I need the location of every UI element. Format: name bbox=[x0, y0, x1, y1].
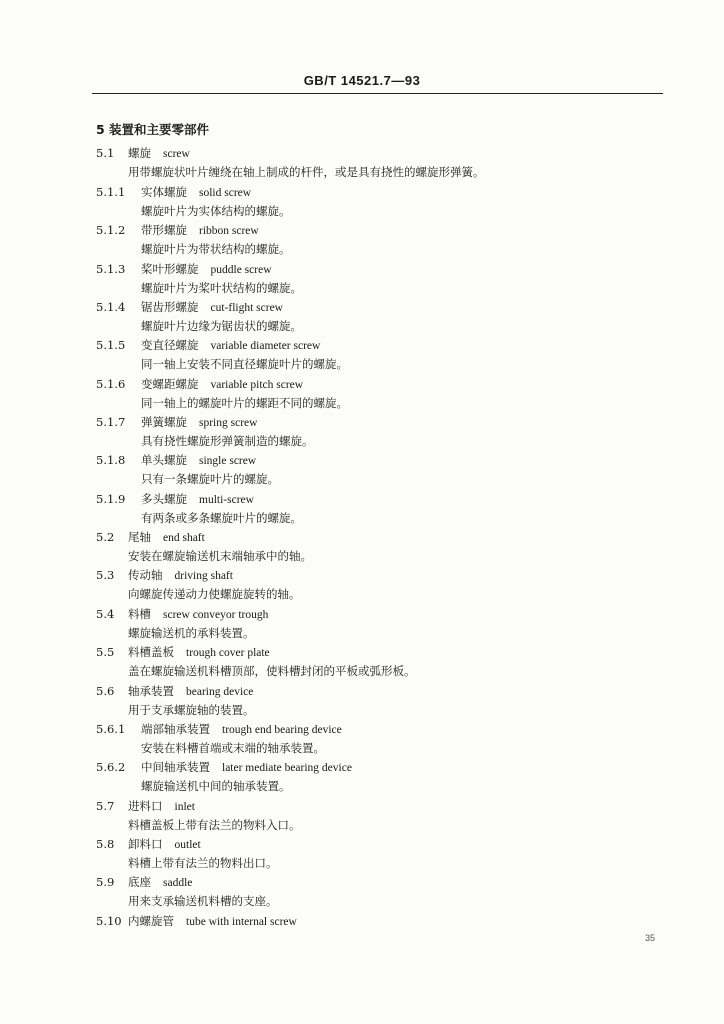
term-entry bbox=[141, 223, 259, 239]
header-rule bbox=[92, 93, 663, 94]
term-chinese: 端部轴承装置 bbox=[141, 722, 210, 736]
term-number: 5.2 bbox=[96, 530, 115, 544]
term-definition: 螺旋叶片边缘为锯齿状的螺旋。 bbox=[141, 319, 302, 333]
term-english: trough end bearing device bbox=[222, 724, 342, 736]
term-definition: 向螺旋传递动力使螺旋旋转的轴。 bbox=[128, 587, 301, 601]
term-number: 5.8 bbox=[96, 837, 115, 851]
term-number: 5.3 bbox=[96, 568, 115, 582]
term-english: multi-screw bbox=[199, 494, 254, 506]
term-number: 5.1.5 bbox=[96, 338, 126, 352]
term-chinese: 变螺距螺旋 bbox=[141, 377, 199, 391]
term-entry bbox=[141, 760, 352, 776]
term-english: later mediate bearing device bbox=[222, 762, 352, 774]
term-entry bbox=[141, 262, 272, 278]
term-entry bbox=[128, 645, 270, 661]
term-chinese: 带形螺旋 bbox=[141, 223, 187, 237]
term-entry bbox=[128, 799, 195, 815]
term-entry bbox=[128, 837, 201, 853]
term-definition: 螺旋输送机中间的轴承装置。 bbox=[141, 779, 291, 793]
term-definition: 料槽上带有法兰的物料出口。 bbox=[128, 856, 278, 870]
term-english: spring screw bbox=[199, 417, 258, 429]
term-definition: 料槽盖板上带有法兰的物料入口。 bbox=[128, 818, 301, 832]
term-number: 5.9 bbox=[96, 875, 115, 889]
term-definition: 有两条或多条螺旋叶片的螺旋。 bbox=[141, 511, 302, 525]
term-entry bbox=[141, 453, 256, 469]
term-chinese: 尾轴 bbox=[128, 530, 151, 544]
term-number: 5.1.1 bbox=[96, 185, 126, 199]
term-entry bbox=[141, 415, 257, 431]
term-entry bbox=[128, 607, 268, 623]
term-chinese: 轴承装置 bbox=[128, 684, 174, 698]
term-chinese: 料槽盖板 bbox=[128, 645, 174, 659]
term-number: 5.5 bbox=[96, 645, 115, 659]
term-chinese: 多头螺旋 bbox=[141, 492, 187, 506]
term-definition: 用带螺旋状叶片缠绕在轴上制成的杆件，或是具有挠性的螺旋形弹簧。 bbox=[128, 165, 485, 179]
term-english: puddle screw bbox=[210, 264, 272, 276]
term-number: 5.7 bbox=[96, 799, 115, 813]
term-definition: 螺旋叶片为桨叶状结构的螺旋。 bbox=[141, 281, 302, 295]
term-chinese: 锯齿形螺旋 bbox=[141, 300, 199, 314]
term-english: cut-flight screw bbox=[210, 302, 283, 314]
term-number: 5.1.4 bbox=[96, 300, 126, 314]
term-entry bbox=[141, 300, 283, 316]
term-number: 5.6 bbox=[96, 684, 115, 698]
term-chinese: 进料口 bbox=[128, 799, 163, 813]
term-definition: 螺旋叶片为带状结构的螺旋。 bbox=[141, 242, 291, 256]
term-chinese: 中间轴承装置 bbox=[141, 760, 210, 774]
term-number: 5.1.3 bbox=[96, 262, 126, 276]
term-english: tube with internal screw bbox=[186, 916, 297, 928]
term-english: variable diameter screw bbox=[210, 340, 321, 352]
term-chinese: 料槽 bbox=[128, 607, 151, 621]
term-definition: 同一轴上的螺旋叶片的螺距不同的螺旋。 bbox=[141, 396, 348, 410]
term-english: saddle bbox=[163, 877, 193, 889]
term-number: 5.1.8 bbox=[96, 453, 126, 467]
term-definition: 具有挠性螺旋形弹簧制造的螺旋。 bbox=[141, 434, 314, 448]
term-entry bbox=[141, 185, 251, 201]
term-definition: 螺旋输送机的承料装置。 bbox=[128, 626, 255, 640]
term-chinese: 实体螺旋 bbox=[141, 185, 187, 199]
term-entry bbox=[128, 146, 190, 162]
term-entry bbox=[128, 568, 233, 584]
term-number: 5.1.9 bbox=[96, 492, 126, 506]
term-chinese: 传动轴 bbox=[128, 568, 163, 582]
term-english: end shaft bbox=[163, 532, 205, 544]
page-number: 35 bbox=[645, 933, 656, 943]
term-english: ribbon screw bbox=[199, 225, 259, 237]
term-chinese: 变直径螺旋 bbox=[141, 338, 199, 352]
term-number: 5.1 bbox=[96, 146, 115, 160]
term-number: 5.1.6 bbox=[96, 377, 126, 391]
term-chinese: 底座 bbox=[128, 875, 151, 889]
term-english: trough cover plate bbox=[186, 647, 270, 659]
term-definition: 同一轴上安装不同直径螺旋叶片的螺旋。 bbox=[141, 357, 348, 371]
term-chinese: 桨叶形螺旋 bbox=[141, 262, 199, 276]
term-entry bbox=[141, 722, 342, 738]
term-number: 5.1.7 bbox=[96, 415, 126, 429]
term-entry bbox=[128, 875, 192, 891]
term-number: 5.6.2 bbox=[96, 760, 126, 774]
term-english: inlet bbox=[174, 801, 195, 813]
term-definition: 盖在螺旋输送机料槽顶部，使料槽封闭的平板或弧形板。 bbox=[128, 664, 416, 678]
term-english: screw conveyor trough bbox=[163, 609, 269, 621]
term-chinese: 单头螺旋 bbox=[141, 453, 187, 467]
term-english: bearing device bbox=[186, 686, 254, 698]
term-definition: 安装在料槽首端或末端的轴承装置。 bbox=[141, 741, 325, 755]
standard-header: GB/T 14521.7—93 bbox=[303, 73, 421, 88]
term-chinese: 卸料口 bbox=[128, 837, 163, 851]
term-entry bbox=[141, 492, 254, 508]
term-number: 5.6.1 bbox=[96, 722, 126, 736]
section-title: 5 装置和主要零部件 bbox=[96, 122, 210, 137]
term-english: solid screw bbox=[199, 187, 252, 199]
term-chinese: 内螺旋管 bbox=[128, 914, 174, 928]
term-english: screw bbox=[163, 148, 190, 160]
term-chinese: 弹簧螺旋 bbox=[141, 415, 187, 429]
term-entry bbox=[141, 377, 303, 393]
term-definition: 只有一条螺旋叶片的螺旋。 bbox=[141, 472, 279, 486]
term-definition: 用来支承输送机料槽的支座。 bbox=[128, 894, 278, 908]
term-entry bbox=[128, 914, 297, 930]
term-definition: 用于支承螺旋轴的装置。 bbox=[128, 703, 255, 717]
term-entry bbox=[128, 684, 253, 700]
term-definition: 安装在螺旋输送机末端轴承中的轴。 bbox=[128, 549, 312, 563]
term-english: outlet bbox=[174, 839, 201, 851]
term-chinese: 螺旋 bbox=[128, 146, 151, 160]
term-entry bbox=[128, 530, 205, 546]
term-english: driving shaft bbox=[174, 570, 233, 582]
term-entry bbox=[141, 338, 320, 354]
term-number: 5.10 bbox=[96, 914, 122, 928]
term-english: variable pitch screw bbox=[210, 379, 304, 391]
term-number: 5.4 bbox=[96, 607, 115, 621]
term-english: single screw bbox=[199, 455, 257, 467]
term-definition: 螺旋叶片为实体结构的螺旋。 bbox=[141, 204, 291, 218]
term-number: 5.1.2 bbox=[96, 223, 126, 237]
